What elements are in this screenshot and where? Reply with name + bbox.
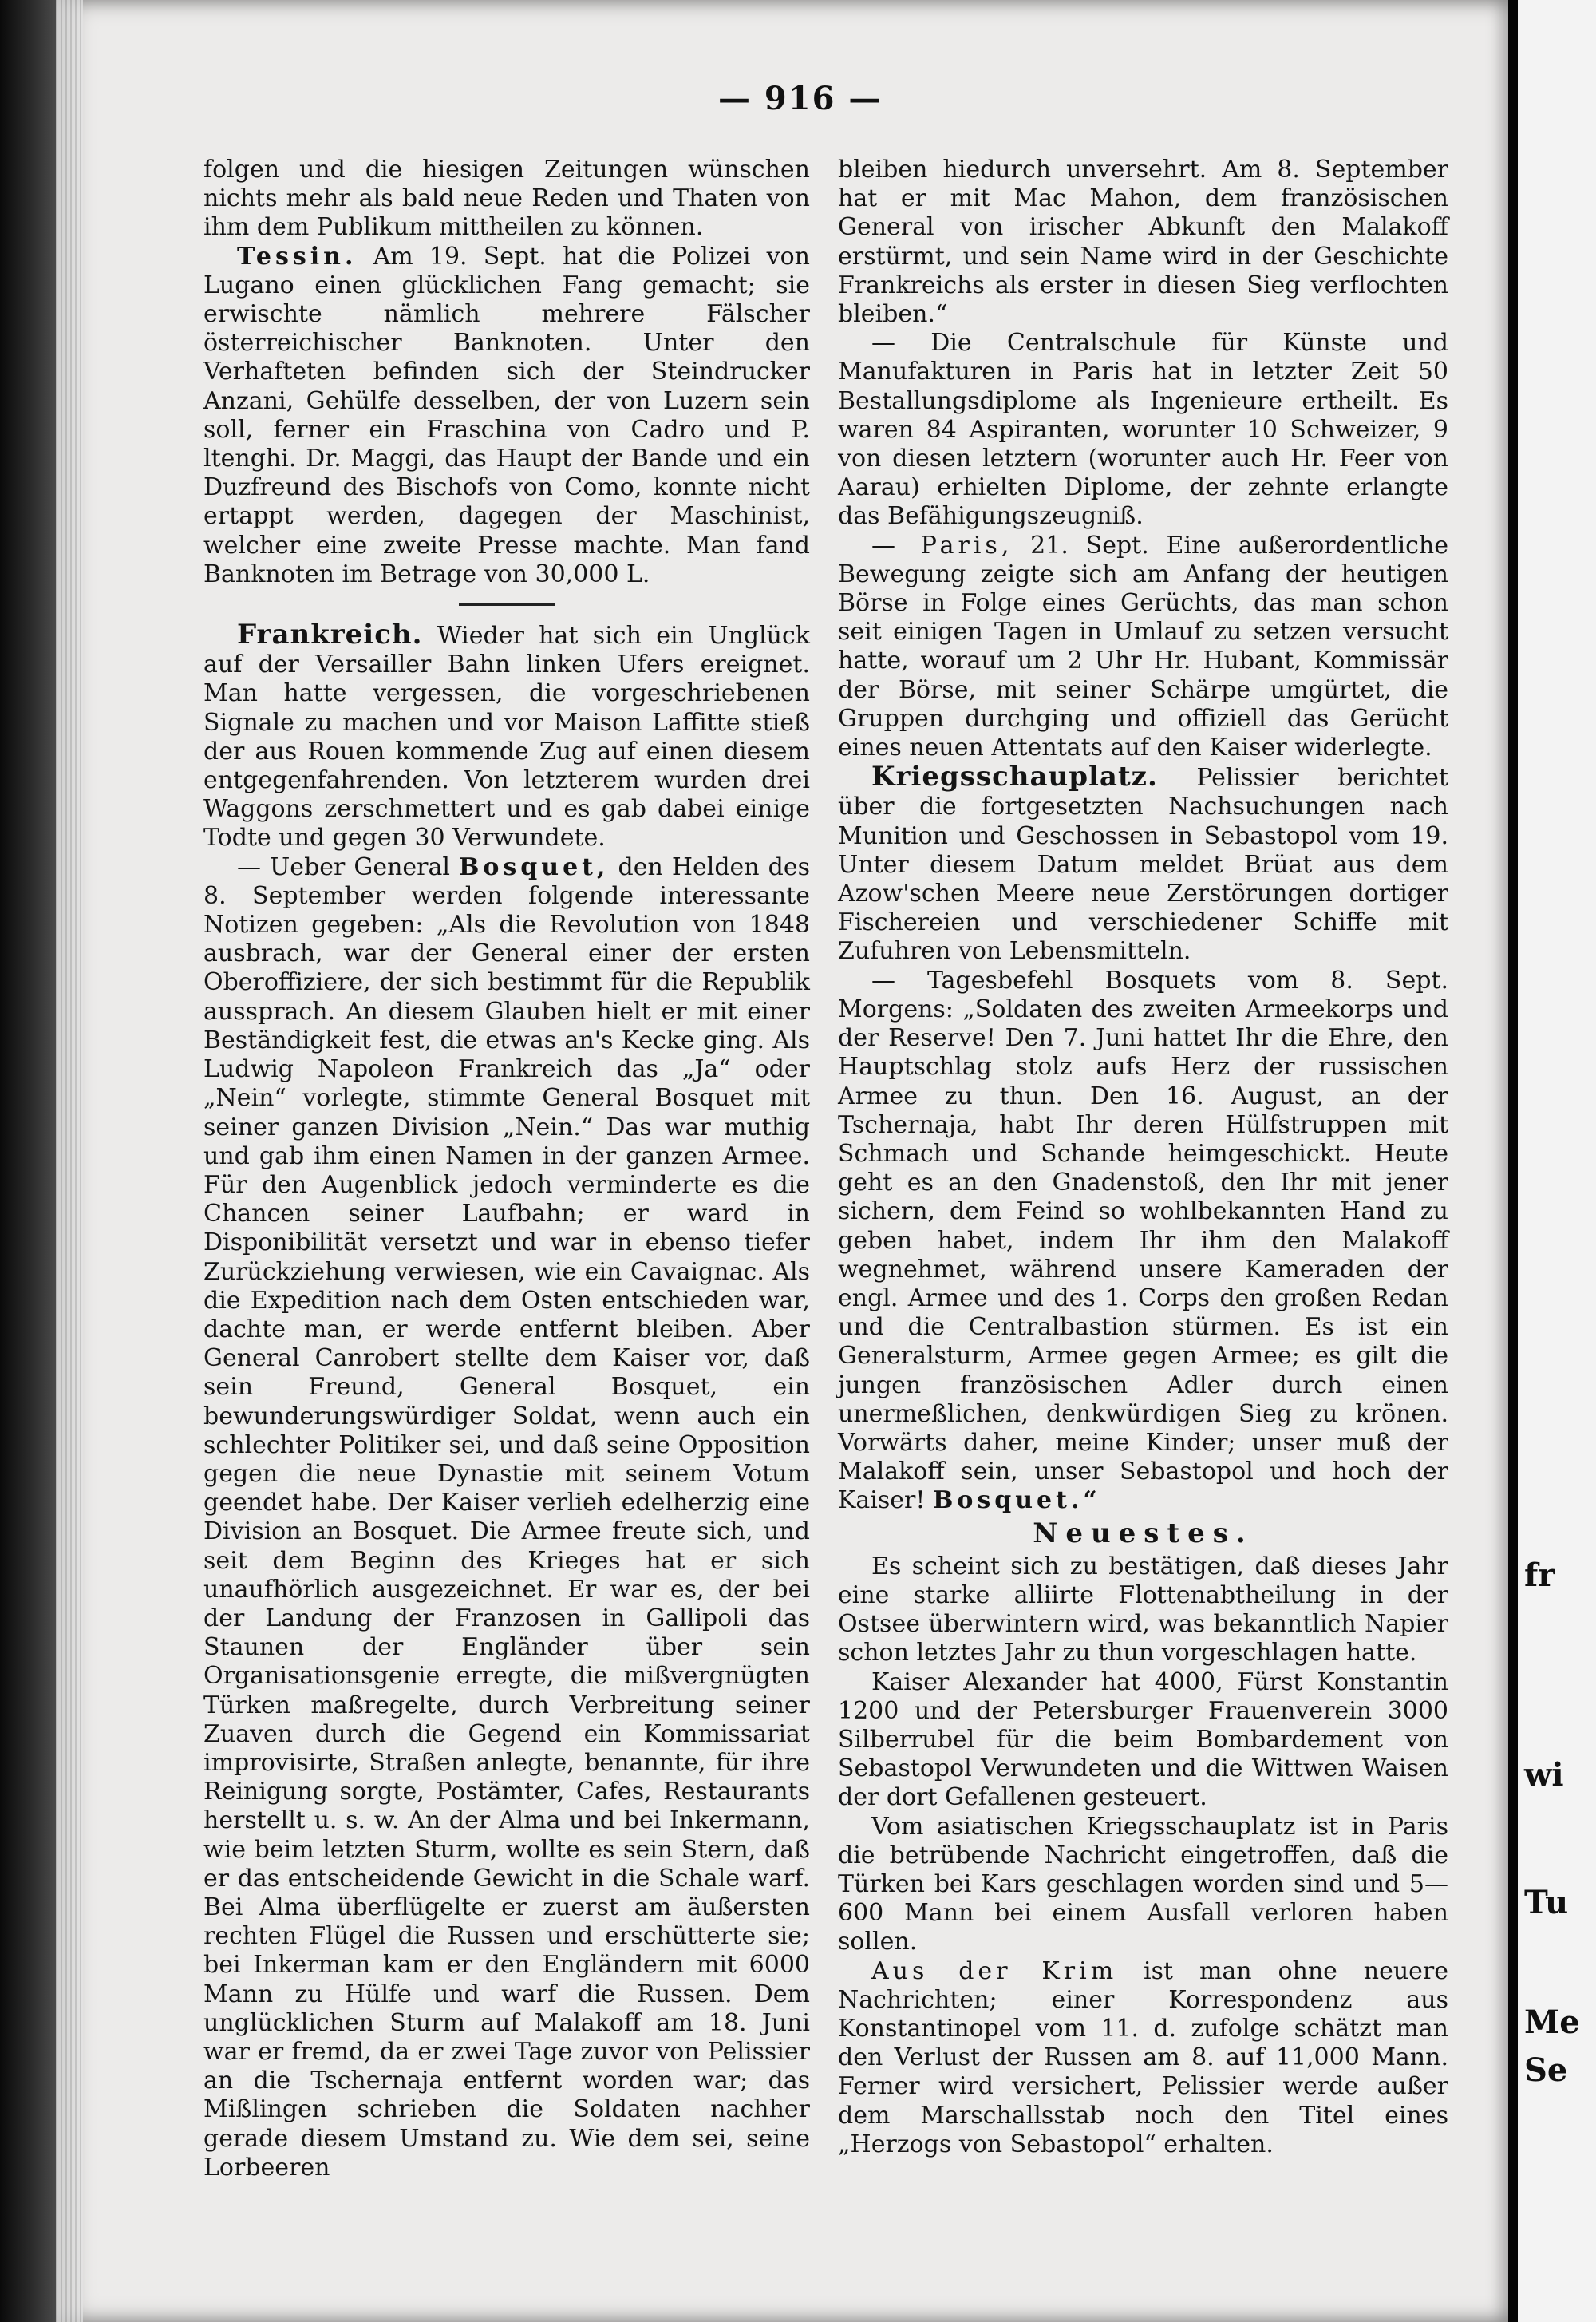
frankreich-article bbox=[203, 620, 810, 853]
centralschule-article: — Die Centralschule für Künste und Manufakturen in Paris hat in letzter Zeit 50 Bestallungsdiplome als Ingenieure ertheilt. Es waren 84 Aspiranten, worunter 10 Schweizer, 9 von diesen letztern (worunter auch Hr. Feer von Aarau) erhielten Diplome, der zehnte erlangte das Befähigungszeugniß. bbox=[838, 329, 1448, 531]
tagesbefehl-article bbox=[838, 967, 1448, 1516]
frankreich-text: Wieder hat sich ein Unglück auf der Versailler Bahn linken Ufers ereignet. Man hatte vergessen, die vorgeschriebenen Signale zu machen und vor Maison Laffitte stieß der aus Rouen kommende Zug auf einen diesem entgegenfahrenden. Von letzterem wurden drei Waggons zerschmettert und es gab dabei einige Todte und gegen 30 Verwundete. bbox=[203, 622, 810, 852]
neuestes-item: Es scheint sich zu bestätigen, daß dieses Jahr eine starke alliirte Flottenabtheilung in der Ostsee überwintern wird, was bekanntlich Napier schon letztes Jahr zu thun vorgeschlagen hatte. bbox=[838, 1552, 1448, 1667]
left-column bbox=[203, 156, 810, 2182]
bosquet-article bbox=[203, 853, 810, 2182]
tessin-dateline: Tessin. bbox=[237, 242, 358, 271]
kriegsschauplatz-article bbox=[838, 762, 1448, 966]
paris-article bbox=[838, 532, 1448, 763]
kriegsschauplatz-text: Pelissier berichtet über die fortgesetzten Nachsuchungen nach Munition und Geschossen in Sebastopol vom 19. Unter diesem Datum meldet Brüat aus dem Azow'schen Meere neue Zerstörungen dortiger Fischereien und verschiedener Schiffe mit Zufuhren von Lebensmitteln. bbox=[838, 764, 1448, 966]
bosquet-lead: — Ueber General bbox=[237, 852, 451, 881]
page-edge-shadow bbox=[1508, 0, 1518, 2322]
tessin-text: Am 19. Sept. hat die Polizei von Lugano einen glücklichen Fang gemacht; sie erwischte nämlich mehrere Fälscher österreichischer Banknoten. Unter den Verhafteten befinden sich der Steindrucker Anzani, Gehülfe desselben, der von Luzern sein soll, ferner ein Fraschina von Cadro und P. ltenghi. Dr. Maggi, das Haupt der Bande und ein Duzfreund des Bischofs von Como, konnte nicht ertappt werden, dagegen der Maschinist, welcher eine zweite Presse machte. Man fand Banknoten im Betrage von 30,000 L. bbox=[203, 242, 810, 588]
adjacent-page-strip bbox=[1518, 0, 1596, 2322]
bleed-text: fr bbox=[1524, 1557, 1555, 1594]
neuestes-item: Kaiser Alexander hat 4000, Fürst Konstantin 1200 und der Petersburger Frauenverein 3000 Silberrubel für die beim Bombardement von Sebastopol Verwundeten und die Wittwen Waisen der dort Gefallenen gesteuert. bbox=[838, 1667, 1448, 1812]
tessin-article bbox=[203, 243, 810, 589]
page-gutter bbox=[56, 0, 83, 2322]
bosquet-text: den Helden des 8. September werden folgende interessante Notizen gegeben: „Als die Revolution von 1848 ausbrach, war der General einer der ersten Oberoffiziere, der sich bestimmt für die Republik aussprach. An diesem Glauben hielt er mit einer Beständigkeit fest, die etwas an's Kecke ging. Als Ludwig Napoleon Frankreich das „Ja“ oder „Nein“ vorlegte, stimmte General Bosquet mit seiner ganzen Division „Nein.“ Das war muthig und gab ihm einen Namen in der ganzen Armee. Für den Augenblick jedoch verminderte es die Chancen seiner Laufbahn; er ward in Disponibilität versetzt und war in ebenso tiefer Zurückziehung verwiesen, wie ein Cavaignac. Als die Expedition nach dem Osten entschieden war, dachte man, er werde entfernt bleiben. Aber General Canrobert stellte dem Kaiser vor, daß sein Freund, General Bosquet, ein bewunderungswürdiger Soldat, wenn auch ein schlechter Politiker sei, und daß seine Opposition gegen die neue Dynastie mit seinem Votum geendet habe. Der Kaiser verlieh edelherzig eine Division an Bosquet. Die Armee freute sich, und seit dem Beginn des Krieges hat er sich unaufhörlich ausgezeichnet. Er war es, der bei der Landung der Franzosen in Gallipoli das Staunen der Engländer über sein Organisationsgenie erregte, die mißvergnügten Türken maßregelte, durch Verbreitung seiner Zuaven durch die Gegend ein Kommissariat improvisirte, Straßen anlegte, benannte, für ihre Reinigung sorgte, Postämter, Cafes, Restaurants herstellt u. s. w. An der Alma und bei Inkermann, wie beim letzten Sturm, wollte es sein Stern, daß er das entscheidende Gewicht in die Schale warf. Bei Alma überflügelte er zuerst am äußersten rechten Flügel die Russen und erschütterte sie; bei Inkerman kam er den Engländern mit 6000 Mann zu Hülfe und warf die Russen. Dem unglücklichen Sturm auf Malakoff am 18. Juni war er fremd, da er zwei Tage zuvor von Pelissier an die Tschernaja entfernt worden war; das Mißlingen schrieben die Soldaten nachher gerade diesem Umstand zu. Wie dem sei, seine Lorbeeren bbox=[203, 852, 810, 2182]
krim-text: ist man ohne neuere Nachrichten; einer Korrespondenz aus Konstantinopel vom 11. d. zufolge schätzt man den Verlust der Russen am 8. auf 11,000 Mann. Ferner wird versichert, Pelissier werde außer dem Marschallsstab noch den Titel eines „Herzogs von Sebastopol“ erhalten. bbox=[838, 1956, 1448, 2158]
book-spine-shadow bbox=[0, 0, 56, 2322]
neuestes-heading: Neuestes. bbox=[1033, 1517, 1254, 1549]
paragraph-continuation: folgen und die hiesigen Zeitungen wünschen nichts mehr als bald neue Reden und Thaten von ihm dem Publikum mittheilen zu können. bbox=[203, 156, 810, 242]
bleed-text: Me bbox=[1524, 2004, 1580, 2041]
paris-dateline: — Paris, bbox=[871, 531, 1013, 560]
kriegsschauplatz-heading: Kriegsschauplatz. bbox=[871, 761, 1158, 793]
section-divider bbox=[459, 603, 555, 606]
tagesbefehl-text: — Tagesbefehl Bosquets vom 8. Sept. Morgens: „Soldaten des zweiten Armeekorps und der Reserve! Den 7. Juni hattet Ihr die Ehre, den Hauptschlag stolz aufs Herz der russischen Armee zu thun. Den 16. August, an der Tschernaja, habt Ihr deren Hülfstruppen mit Schmach und Schande heimgeschickt. Heute geht es an den Gnadenstoß, den Ihr mit jener sichern, dem Feind so wohlbekannten Hand zu geben habet, indem Ihr ihm den Malakoff wegnehmet, während unsere Kameraden der engl. Armee und des 1. Corps den großen Redan und die Centralbastion stürmen. Es ist ein Generalsturm, Armee gegen Armee; es gilt die jungen französischen Adler durch einen unermeßlichen, denkwürdigen Sieg zu krönen. Vorwärts daher, meine Kinder; unser muß der Malakoff sein, unser Sebastopol und hoch der Kaiser! bbox=[838, 966, 1448, 1515]
page-number: — 916 — bbox=[718, 80, 883, 117]
krim-lead: Aus der Krim bbox=[871, 1956, 1118, 1985]
bosquet-name: Bosquet, bbox=[459, 852, 610, 881]
paragraph-continuation: bleiben hiedurch unversehrt. Am 8. September hat er mit Mac Mahon, dem französischen General von irischer Abkunft den Malakoff erstürmt, und sein Name wird in der Geschichte Frankreichs als erster in diesen Sieg verflochten bleiben.“ bbox=[838, 156, 1448, 329]
tagesbefehl-signature: Bosquet.“ bbox=[933, 1486, 1101, 1515]
neuestes-item bbox=[838, 1957, 1448, 2159]
neuestes-item: Vom asiatischen Kriegsschauplatz ist in Paris die betrübende Nachricht eingetroffen, daß die Türken bei Kars geschlagen worden sind und 5—600 Mann bei einem Ausfall verloren haben sollen. bbox=[838, 1812, 1448, 1956]
bleed-text: wi bbox=[1524, 1756, 1564, 1794]
frankreich-heading: Frankreich. bbox=[237, 619, 423, 651]
right-column bbox=[838, 156, 1448, 2159]
bleed-text: Se bbox=[1524, 2051, 1568, 2089]
bleed-text: Tu bbox=[1524, 1884, 1569, 1921]
paris-text: 21. Sept. Eine außerordentliche Bewegung zeigte sich am Anfang der heutigen Börse in Folge eines Gerüchts, das man schon seit einigen Tagen in Umlauf zu setzen versucht hatte, worauf um 2 Uhr Hr. Hubant, Kommissär der Börse, mit seiner Schärpe umgürtet, die Gruppen durchging und offiziell das Gerücht eines neuen Attentats auf den Kaiser widerlegte. bbox=[838, 531, 1448, 762]
